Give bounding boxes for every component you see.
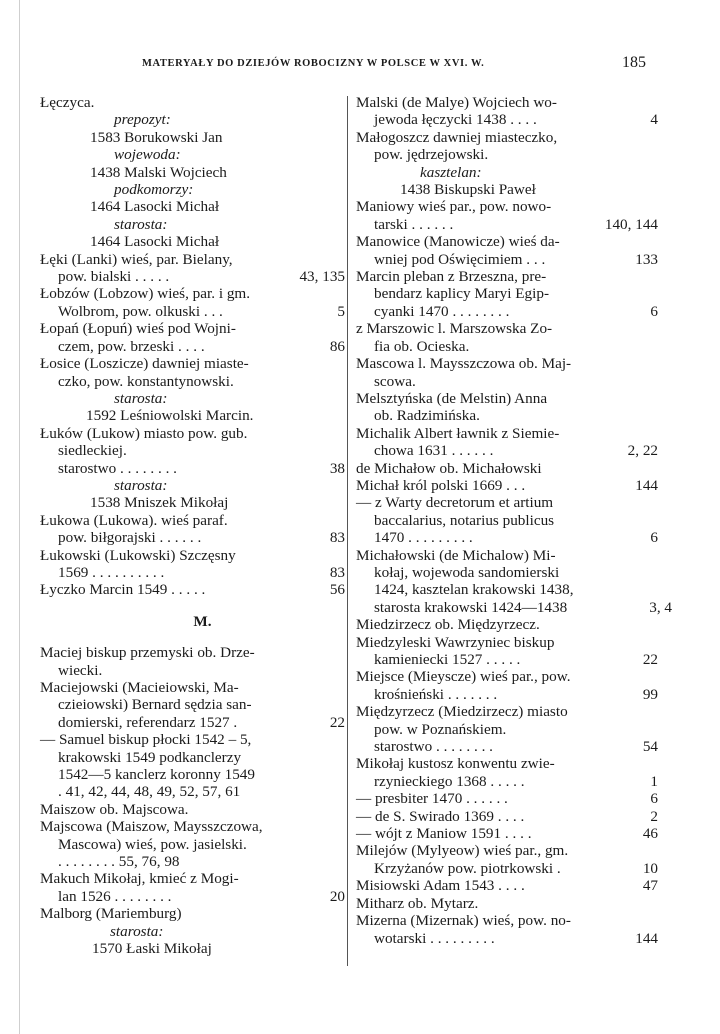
page-ref: 43, 135 [299, 268, 345, 286]
list-item: 1583 Borukowski Jan [90, 128, 223, 146]
entry-mascowa: Mascowa l. Maysszczowa ob. Maj- scowa. [356, 355, 572, 390]
entry-mikolaj: Mikołaj kustosz konwentu zwie- rzynieckiego 1368 . . . . . 1 [356, 755, 658, 790]
entry-maiszow: Maiszow ob. Majscowa. [40, 800, 189, 818]
entry-leki: Łęki (Lanki) wieś, par. Bielany, pow. bialski . . . . . 43, 135 [40, 250, 345, 286]
page-ref: 6 [650, 302, 658, 320]
entry-makuch: Makuch Mikołaj, kmieć z Mogi- lan 1526 . . . . . . . . 20 [40, 870, 345, 905]
entry-malborg: Malborg (Mariemburg) [40, 905, 182, 923]
entry-lyczko: Łyczko Marcin 1549 . . . . . 56 [40, 581, 345, 599]
entry-mizerna: Mizerna (Mizernak) wieś, pow. no- wotarski . . . . . . . . . 144 [356, 912, 658, 947]
entry-malogoszcz: Małogoszcz dawniej miasteczko, pow. jędrzejowski. [356, 128, 558, 164]
page-ref: 20 [329, 887, 345, 905]
entry-lukowski: Łukowski (Lukowski) Szczęsny 1569 . . . . . . . . . . 83 [40, 546, 345, 581]
page-ref: 140, 144 [604, 215, 658, 233]
page-number: 185 [622, 54, 646, 71]
entry-losice: Łosice (Loszicze) dawniej miaste- czko, pow. konstantynowski. [40, 355, 249, 390]
entry-lukow: Łuków (Lukow) miasto pow. gub. siedleckiej. starostwo . . . . . . . . 38 [40, 424, 345, 477]
entry-michal: Michał król polski 1669 . . . 144 [356, 476, 658, 494]
role-label: starosta: [114, 215, 168, 233]
entry-mitharz: Mitharz ob. Mytarz. [356, 894, 479, 912]
list-item: 1464 Lasocki Michał [90, 198, 220, 216]
page-ref: 144 [635, 929, 658, 947]
page-ref: 99 [642, 685, 658, 703]
entry-demichalow: de Michałow ob. Michałowski [356, 459, 542, 477]
page-ref: 86 [329, 337, 345, 355]
list-item: 1438 Biskupski Paweł [400, 181, 536, 199]
role-label: starosta: [114, 389, 168, 407]
entry-lopan: Łopań (Łopuń) wieś pod Wojni- czem, pow. brzeski . . . . 86 [40, 320, 345, 355]
entry-wojt: — wójt z Maniow 1591 . . . . 46 [356, 825, 658, 843]
entry-miejsce: Miejsce (Mieyscze) wieś par., pow. krośnieński . . . . . . . 99 [356, 668, 658, 703]
page-ref: 56 [329, 581, 345, 599]
entry-michalowski: Michałowski (de Michalow) Mi- kołaj, wojewoda sandomierski 1424, kasztelan krakowski 1438, starosta krakowski 1424—1438 3, 4 [356, 546, 672, 616]
entry-miedzirzecz: Miedzirzecz ob. Międzyrzecz. [356, 616, 540, 634]
entry-swirado: — de S. Swirado 1369 . . . . 2 [356, 807, 658, 825]
entry-leczyca: Łęczyca. [40, 94, 95, 111]
page-ref: 6 [650, 529, 658, 547]
page-ref: 38 [329, 459, 345, 477]
entry-maciej: Maciej biskup przemyski ob. Drze- wiecki. [40, 644, 255, 679]
entry-miedzyrzecz: Międzyrzecz (Miedzirzecz) miasto pow. w Poznańskiem. starostwo . . . . . . . . 54 [356, 703, 658, 756]
page-ref: 3, 4 [649, 598, 672, 616]
page-ref: 2, 22 [627, 442, 658, 460]
page-edge [19, 0, 20, 1034]
page-ref: 46 [642, 825, 658, 843]
role-label: starosta: [110, 922, 164, 940]
entry-miedzyleski: Miedzyleski Wawrzyniec biskup kamieniecki 1527 . . . . . 22 [356, 633, 658, 668]
page-ref: 22 [642, 651, 658, 668]
entry-misiowski: Misiowski Adam 1543 . . . . 47 [356, 877, 658, 895]
role-label: kasztelan: [420, 163, 482, 181]
page-ref: 83 [329, 529, 345, 547]
entry-manowice: Manowice (Manowicze) wieś da- wniej pod Oświęcimiem . . . 133 [356, 233, 658, 268]
page-ref: 4 [650, 111, 658, 129]
entry-marcin: Marcin pleban z Brzeszna, pre- bendarz kaplicy Maryi Egip- cyanki 1470 . . . . . . . . 6 [356, 268, 658, 320]
entry-melsztynska: Melsztyńska (de Melstin) Anna ob. Radzimińska. [356, 389, 548, 425]
page-ref: 47 [642, 877, 658, 895]
page-ref: 1 [650, 772, 658, 790]
list-item: 1538 Mniszek Mikołaj [90, 494, 229, 512]
entry-samuel: — Samuel biskup płocki 1542 – 5, krakowski 1549 podkanclerzy 1542—5 kanclerz koronny 1549 . 41, 42, 44, 48, 49, 52, 57, 61 [40, 731, 255, 801]
entry-maciejowski: Maciejowski (Macieiowski, Ma- czieiowski) Bernard sędzia san- domierski, referendarz 1527 . 22 [40, 679, 345, 731]
list-item: 1438 Malski Wojciech [90, 163, 227, 181]
entry-maniowy: Maniowy wieś par., pow. nowo- tarski . . . . . . 140, 144 [356, 198, 658, 233]
page-ref: 83 [329, 563, 345, 581]
role-label: podkomorzy: [114, 181, 194, 199]
entry-milejow: Milejów (Mylyeow) wieś par., gm. Krzyżanów pow. piotrkowski . 10 [356, 842, 658, 877]
role-label: starosta: [114, 476, 168, 494]
list-item: 1464 Lasocki Michał [90, 233, 220, 251]
list-item: 1570 Łaski Mikołaj [92, 940, 212, 958]
entry-lobzow: Łobzów (Lobzow) wieś, par. i gm. Wolbrom, pow. olkuski . . . 5 [40, 285, 345, 320]
entry-majscowa: Majscowa (Maiszow, Maysszczowa, Mascowa) wieś, pow. jasielski. . . . . . . . . 55, 76, 98 [40, 818, 263, 871]
page-ref: 5 [337, 302, 345, 320]
role-label: prepozyt: [114, 111, 171, 129]
page-ref: 133 [635, 250, 658, 268]
page-header [0, 54, 720, 74]
entry-warty: — z Warty decretorum et artium baccalarius, notarius publicus 1470 . . . . . . . . . 6 [356, 494, 658, 547]
entry-malski: Malski (de Malye) Wojciech wo- jewoda łęczycki 1438 . . . . 4 [356, 94, 658, 129]
page-ref: 2 [650, 807, 658, 825]
running-head: MATERYAŁY DO DZIEJÓW ROBOCIZNY W POLSCE W XVI. W. [142, 58, 485, 69]
list-item: 1592 Leśniowolski Marcin. [86, 407, 254, 425]
role-label: wojewoda: [114, 146, 181, 164]
left-column [40, 94, 345, 958]
entry-presbiter: — presbiter 1470 . . . . . . 6 [356, 790, 658, 808]
entry-marszowic: z Marszowic l. Marszowska Zo- fia ob. Ocieska. [356, 320, 553, 355]
column-divider [347, 96, 348, 966]
page-ref: 54 [642, 738, 658, 756]
section-heading-m: M. [193, 612, 212, 630]
page-ref: 22 [329, 713, 345, 731]
page-ref: 6 [650, 790, 658, 808]
page-ref: 10 [642, 859, 658, 877]
entry-michalik: Michalik Albert ławnik z Siemie- chowa 1631 . . . . . . 2, 22 [356, 424, 658, 460]
page-ref: 144 [635, 476, 658, 494]
right-column [356, 94, 672, 947]
entry-lukowa: Łukowa (Lukowa). wieś paraf. pow. biłgorajski . . . . . . 83 [40, 511, 345, 547]
